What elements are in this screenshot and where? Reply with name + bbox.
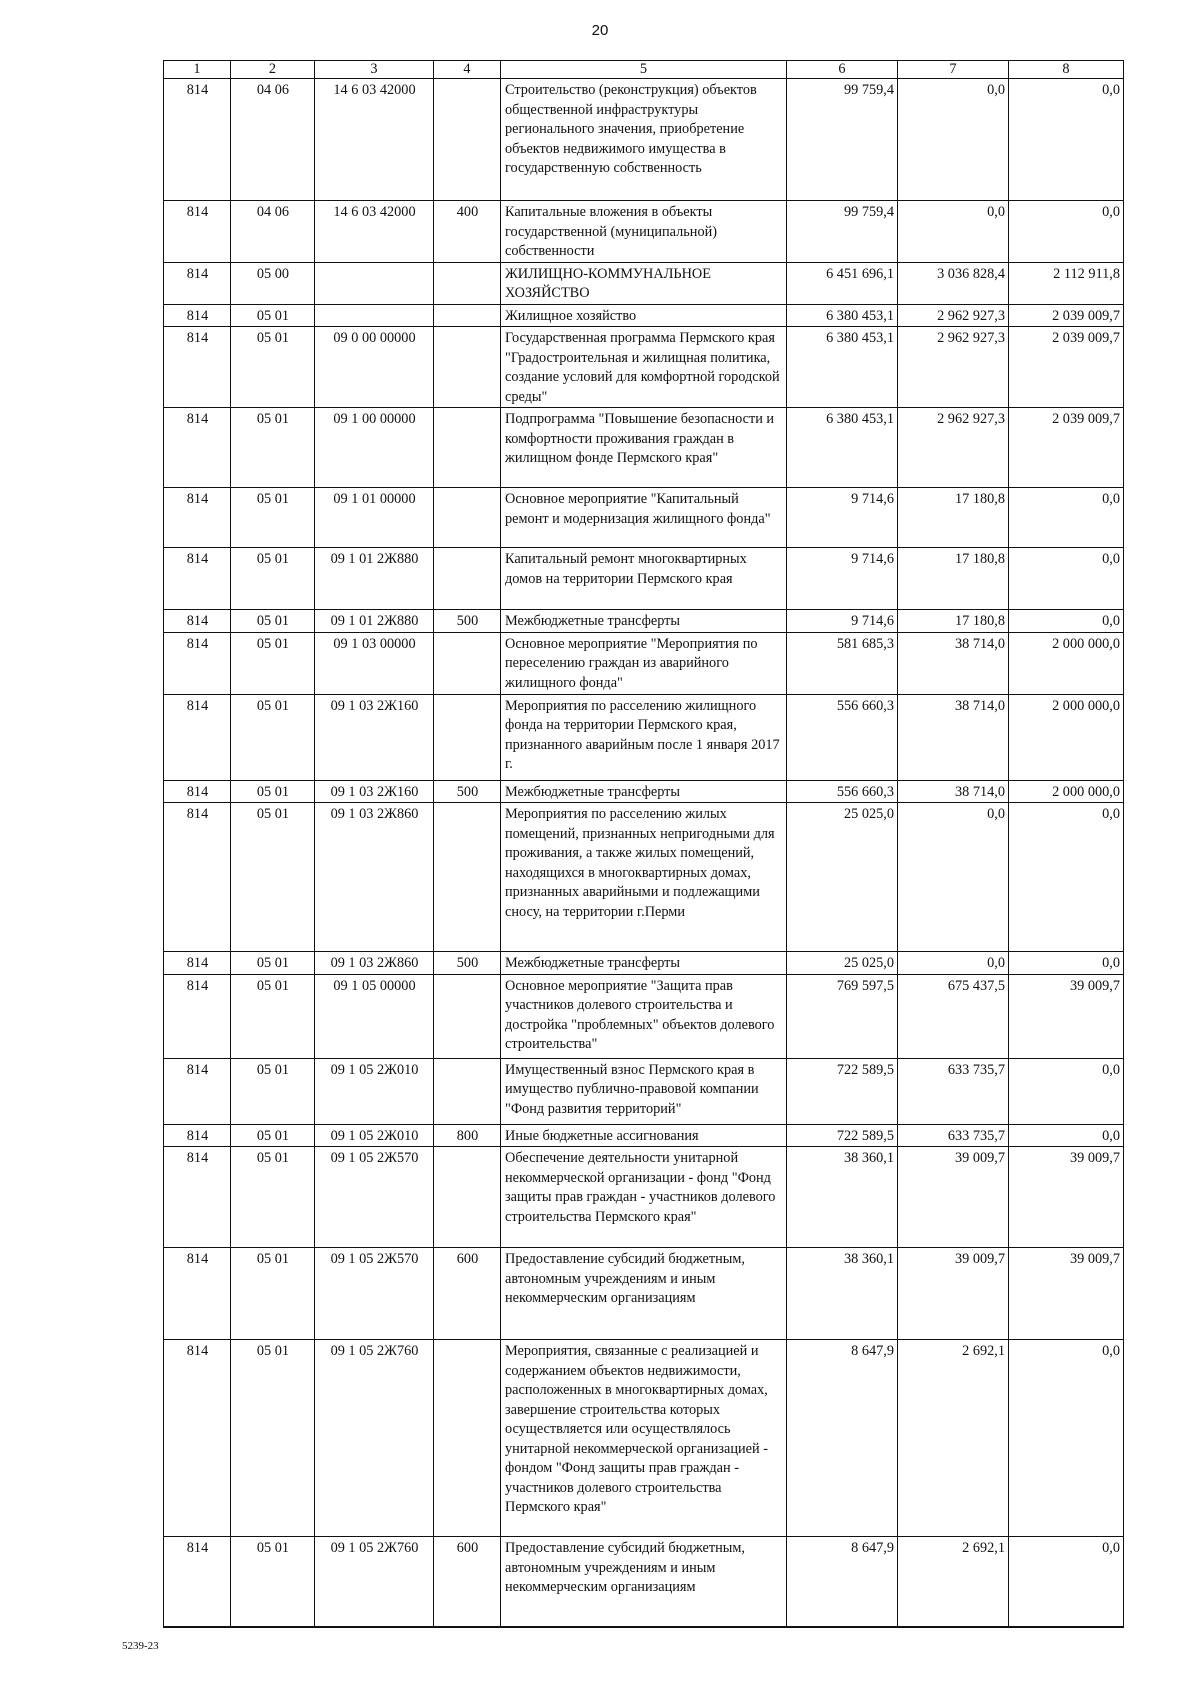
table-row [164,262,1124,304]
section-cell: 05 01 [231,780,315,803]
table-row [164,1147,1124,1248]
target-article-cell: 14 6 03 42000 [315,79,434,201]
expense-type-cell: 500 [434,780,501,803]
admin-code-cell: 814 [164,79,231,201]
section-cell: 05 01 [231,952,315,975]
table-row [164,1537,1124,1628]
section-cell: 05 01 [231,548,315,610]
section-cell: 05 01 [231,488,315,548]
admin-code-cell: 814 [164,548,231,610]
section-cell: 05 01 [231,408,315,488]
description-cell: Предоставление субсидий бюджетным, автономным учреждениям и иным некоммерческим организациям [501,1537,787,1628]
amount-col6-cell: 6 380 453,1 [787,408,898,488]
target-article-cell: 09 1 05 2Ж570 [315,1248,434,1340]
expense-type-cell [434,694,501,780]
expense-type-cell [434,79,501,201]
expense-type-cell [434,1340,501,1537]
amount-col7-cell: 17 180,8 [898,488,1009,548]
target-article-cell: 09 1 01 2Ж880 [315,610,434,633]
description-cell: Имущественный взнос Пермского края в имущество публично-правовой компании "Фонд развития территорий" [501,1058,787,1124]
amount-col6-cell: 556 660,3 [787,780,898,803]
amount-col8-cell: 2 039 009,7 [1009,304,1124,327]
table-row [164,1058,1124,1124]
description-cell: Обеспечение деятельности унитарной некоммерческой организации - фонд "Фонд защиты прав граждан - участников долевого строительства Пермского края" [501,1147,787,1248]
section-cell: 04 06 [231,79,315,201]
admin-code-cell: 814 [164,488,231,548]
amount-col6-cell: 556 660,3 [787,694,898,780]
amount-col6-cell: 769 597,5 [787,974,898,1058]
amount-col6-cell: 9 714,6 [787,548,898,610]
table-row [164,201,1124,263]
amount-col8-cell: 0,0 [1009,952,1124,975]
amount-col7-cell: 2 962 927,3 [898,327,1009,408]
admin-code-cell: 814 [164,262,231,304]
column-1-header: 1 [164,61,231,79]
admin-code-cell: 814 [164,1340,231,1537]
section-cell: 05 01 [231,632,315,694]
description-cell: Жилищное хозяйство [501,304,787,327]
target-article-cell: 09 1 05 2Ж760 [315,1537,434,1628]
description-cell: Основное мероприятие "Мероприятия по переселению граждан из аварийного жилищного фонда" [501,632,787,694]
target-article-cell: 09 1 05 2Ж010 [315,1124,434,1147]
section-cell: 05 01 [231,1248,315,1340]
amount-col8-cell: 2 000 000,0 [1009,694,1124,780]
amount-col6-cell: 25 025,0 [787,952,898,975]
table-row [164,79,1124,201]
admin-code-cell: 814 [164,803,231,952]
target-article-cell: 09 1 01 00000 [315,488,434,548]
expense-type-cell: 600 [434,1537,501,1628]
admin-code-cell: 814 [164,694,231,780]
budget-table [163,60,1124,1628]
amount-col8-cell: 0,0 [1009,803,1124,952]
table-row [164,548,1124,610]
table-row [164,327,1124,408]
amount-col7-cell: 675 437,5 [898,974,1009,1058]
amount-col8-cell: 2 039 009,7 [1009,408,1124,488]
description-cell: Подпрограмма "Повышение безопасности и комфортности проживания граждан в жилищном фонде Пермского края" [501,408,787,488]
target-article-cell: 09 1 05 2Ж760 [315,1340,434,1537]
amount-col7-cell: 2 692,1 [898,1537,1009,1628]
amount-col7-cell: 17 180,8 [898,548,1009,610]
target-article-cell: 09 1 03 2Ж160 [315,780,434,803]
amount-col6-cell: 581 685,3 [787,632,898,694]
description-cell: Межбюджетные трансферты [501,610,787,633]
description-cell: Основное мероприятие "Защита прав участников долевого строительства и достройка "проблемных" объектов долевого строительства" [501,974,787,1058]
amount-col6-cell: 722 589,5 [787,1124,898,1147]
description-cell: Иные бюджетные ассигнования [501,1124,787,1147]
amount-col6-cell: 722 589,5 [787,1058,898,1124]
section-cell: 04 06 [231,201,315,263]
expense-type-cell [434,1058,501,1124]
amount-col7-cell: 38 714,0 [898,780,1009,803]
expense-type-cell [434,632,501,694]
table-row [164,488,1124,548]
amount-col7-cell: 0,0 [898,803,1009,952]
table-row [164,1248,1124,1340]
section-cell: 05 01 [231,610,315,633]
description-cell: Мероприятия, связанные с реализацией и содержанием объектов недвижимости, расположенных в многоквартирных домах, завершение строительства которых осуществляется или осуществлялось унитарной некоммерческой организацией - фондом "Фонд защиты прав граждан - участников долевого строительства Пермского края" [501,1340,787,1537]
section-cell: 05 01 [231,1537,315,1628]
target-article-cell: 09 1 00 00000 [315,408,434,488]
description-cell: Капитальные вложения в объекты государственной (муниципальной) собственности [501,201,787,263]
description-cell: Государственная программа Пермского края "Градостроительная и жилищная политика, создание условий для комфортной городской среды" [501,327,787,408]
admin-code-cell: 814 [164,780,231,803]
target-article-cell: 09 1 03 2Ж860 [315,803,434,952]
target-article-cell: 14 6 03 42000 [315,201,434,263]
expense-type-cell [434,974,501,1058]
admin-code-cell: 814 [164,1248,231,1340]
amount-col7-cell: 633 735,7 [898,1058,1009,1124]
expense-type-cell [434,262,501,304]
expense-type-cell [434,488,501,548]
amount-col7-cell: 3 036 828,4 [898,262,1009,304]
table-row [164,803,1124,952]
amount-col7-cell: 0,0 [898,201,1009,263]
target-article-cell: 09 1 03 00000 [315,632,434,694]
expense-type-cell [434,304,501,327]
amount-col8-cell: 0,0 [1009,488,1124,548]
amount-col7-cell: 38 714,0 [898,632,1009,694]
amount-col6-cell: 99 759,4 [787,79,898,201]
admin-code-cell: 814 [164,632,231,694]
expense-type-cell [434,1147,501,1248]
table-row [164,952,1124,975]
admin-code-cell: 814 [164,201,231,263]
section-cell: 05 01 [231,1058,315,1124]
target-article-cell: 09 0 00 00000 [315,327,434,408]
amount-col7-cell: 2 962 927,3 [898,304,1009,327]
amount-col7-cell: 2 692,1 [898,1340,1009,1537]
target-article-cell: 09 1 03 2Ж860 [315,952,434,975]
column-8-header: 8 [1009,61,1124,79]
section-cell: 05 01 [231,803,315,952]
amount-col6-cell: 8 647,9 [787,1537,898,1628]
amount-col6-cell: 6 451 696,1 [787,262,898,304]
amount-col8-cell: 0,0 [1009,548,1124,610]
target-article-cell [315,304,434,327]
section-cell: 05 00 [231,262,315,304]
expense-type-cell [434,327,501,408]
amount-col6-cell: 25 025,0 [787,803,898,952]
amount-col8-cell: 39 009,7 [1009,1147,1124,1248]
target-article-cell: 09 1 05 2Ж570 [315,1147,434,1248]
amount-col8-cell: 0,0 [1009,1537,1124,1628]
table-row [164,408,1124,488]
amount-col8-cell: 39 009,7 [1009,1248,1124,1340]
admin-code-cell: 814 [164,327,231,408]
target-article-cell: 09 1 05 00000 [315,974,434,1058]
expense-type-cell [434,408,501,488]
section-cell: 05 01 [231,327,315,408]
column-number-row [164,61,1124,79]
target-article-cell: 09 1 01 2Ж880 [315,548,434,610]
target-article-cell: 09 1 05 2Ж010 [315,1058,434,1124]
amount-col8-cell: 2 000 000,0 [1009,632,1124,694]
amount-col7-cell: 633 735,7 [898,1124,1009,1147]
amount-col7-cell: 0,0 [898,952,1009,975]
section-cell: 05 01 [231,974,315,1058]
table-row [164,780,1124,803]
table-row [164,632,1124,694]
amount-col8-cell: 0,0 [1009,1340,1124,1537]
table-row [164,1124,1124,1147]
description-cell: Строительство (реконструкция) объектов общественной инфраструктуры регионального значения, приобретение объектов недвижимого имущества в государственную собственность [501,79,787,201]
table-row [164,694,1124,780]
amount-col8-cell: 0,0 [1009,201,1124,263]
section-cell: 05 01 [231,1124,315,1147]
section-cell: 05 01 [231,304,315,327]
table-body [164,79,1124,1628]
section-cell: 05 01 [231,694,315,780]
description-cell: Основное мероприятие "Капитальный ремонт и модернизация жилищного фонда" [501,488,787,548]
column-6-header: 6 [787,61,898,79]
table-row [164,610,1124,633]
amount-col8-cell: 2 000 000,0 [1009,780,1124,803]
expense-type-cell: 500 [434,610,501,633]
admin-code-cell: 814 [164,408,231,488]
amount-col7-cell: 39 009,7 [898,1248,1009,1340]
section-cell: 05 01 [231,1340,315,1537]
section-cell: 05 01 [231,1147,315,1248]
column-5-header: 5 [501,61,787,79]
expense-type-cell: 800 [434,1124,501,1147]
target-article-cell [315,262,434,304]
admin-code-cell: 814 [164,1124,231,1147]
column-4-header: 4 [434,61,501,79]
admin-code-cell: 814 [164,610,231,633]
column-7-header: 7 [898,61,1009,79]
table-row [164,1340,1124,1537]
amount-col6-cell: 38 360,1 [787,1248,898,1340]
amount-col6-cell: 9 714,6 [787,488,898,548]
admin-code-cell: 814 [164,1537,231,1628]
amount-col7-cell: 38 714,0 [898,694,1009,780]
admin-code-cell: 814 [164,1058,231,1124]
admin-code-cell: 814 [164,952,231,975]
admin-code-cell: 814 [164,304,231,327]
amount-col7-cell: 2 962 927,3 [898,408,1009,488]
description-cell: ЖИЛИЩНО-КОММУНАЛЬНОЕ ХОЗЯЙСТВО [501,262,787,304]
expense-type-cell: 400 [434,201,501,263]
column-3-header: 3 [315,61,434,79]
description-cell: Предоставление субсидий бюджетным, автономным учреждениям и иным некоммерческим организациям [501,1248,787,1340]
page-number: 20 [591,22,609,39]
admin-code-cell: 814 [164,974,231,1058]
amount-col8-cell: 0,0 [1009,1124,1124,1147]
amount-col6-cell: 38 360,1 [787,1147,898,1248]
expense-type-cell [434,548,501,610]
amount-col7-cell: 0,0 [898,79,1009,201]
document-code: 5239-23 [122,1640,159,1652]
table-row [164,974,1124,1058]
amount-col8-cell: 39 009,7 [1009,974,1124,1058]
amount-col6-cell: 6 380 453,1 [787,327,898,408]
amount-col6-cell: 6 380 453,1 [787,304,898,327]
description-cell: Мероприятия по расселению жилых помещений, признанных непригодными для проживания, а также жилых помещений, находящихся в многоквартирных домах, признанных аварийными и подлежащими сносу, на территории г.Перми [501,803,787,952]
amount-col7-cell: 17 180,8 [898,610,1009,633]
table-row [164,304,1124,327]
amount-col6-cell: 8 647,9 [787,1340,898,1537]
amount-col8-cell: 2 112 911,8 [1009,262,1124,304]
amount-col8-cell: 0,0 [1009,79,1124,201]
target-article-cell: 09 1 03 2Ж160 [315,694,434,780]
description-cell: Межбюджетные трансферты [501,780,787,803]
admin-code-cell: 814 [164,1147,231,1248]
amount-col8-cell: 2 039 009,7 [1009,327,1124,408]
amount-col7-cell: 39 009,7 [898,1147,1009,1248]
description-cell: Мероприятия по расселению жилищного фонда на территории Пермского края, признанного аварийным после 1 января 2017 г. [501,694,787,780]
description-cell: Межбюджетные трансферты [501,952,787,975]
expense-type-cell [434,803,501,952]
expense-type-cell: 500 [434,952,501,975]
amount-col8-cell: 0,0 [1009,610,1124,633]
column-2-header: 2 [231,61,315,79]
amount-col8-cell: 0,0 [1009,1058,1124,1124]
amount-col6-cell: 9 714,6 [787,610,898,633]
description-cell: Капитальный ремонт многоквартирных домов на территории Пермского края [501,548,787,610]
expense-type-cell: 600 [434,1248,501,1340]
amount-col6-cell: 99 759,4 [787,201,898,263]
